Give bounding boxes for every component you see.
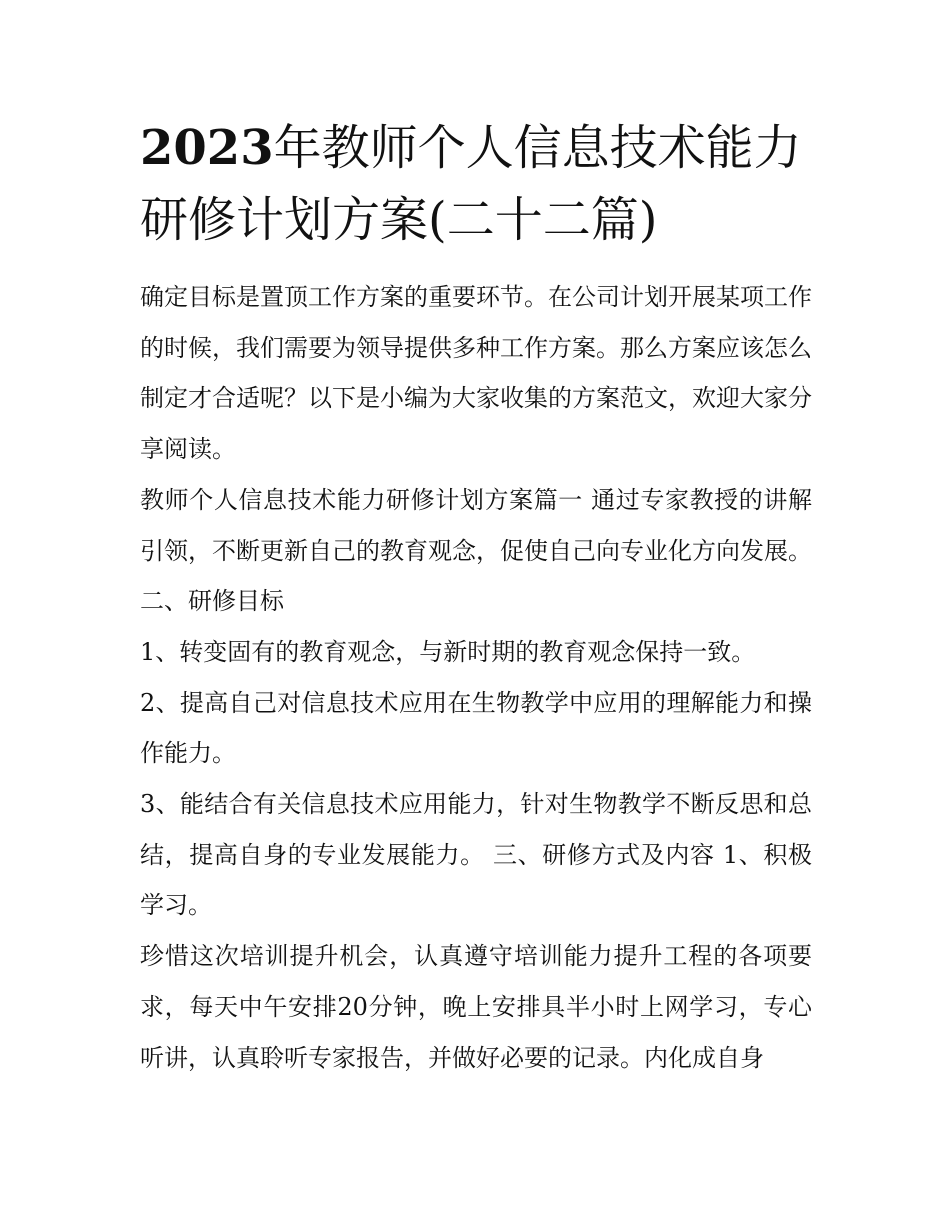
paragraph-goal-2: 2、提高自己对信息技术应用在生物教学中应用的理解能力和操作能力。 — [140, 688, 812, 768]
paragraph-intro: 确定目标是置顶工作方案的重要环节。在公司计划开展某项工作的时候，我们需要为领导提供多种工作方案。那么方案应该怎么制定才合适呢？以下是小编为大家收集的方案范文，欢迎大家分享阅读。 — [140, 283, 812, 464]
paragraph-study: 珍惜这次培训提升机会，认真遵守培训能力提升工程的各项要求，每天中午安排20分钟，晚上安排具半小时上网学习，专心听讲，认真聆听专家报告，并做好必要的记录。内化成自身 — [140, 942, 812, 1072]
paragraph-goal-3: 3、能结合有关信息技术应用能力，针对生物教学不断反思和总结，提高自身的专业发展能力。 三、研修方式及内容 1、积极学习。 — [140, 790, 812, 920]
title-text: 年教师个人信息技术能力研修计划方案(二十二篇) — [140, 120, 802, 248]
paragraph-section-one: 教师个人信息技术能力研修计划方案篇一 通过专家教授的讲解引领，不断更新自己的教育观念，促使自己向专业化方向发展。 二、研修目标 — [140, 485, 812, 616]
title-year: 2023 — [140, 120, 274, 176]
document-title — [140, 112, 820, 256]
document-body — [140, 272, 812, 1083]
paragraph-goal-1: 1、转变固有的教育观念，与新时期的教育观念保持一致。 — [140, 637, 756, 666]
